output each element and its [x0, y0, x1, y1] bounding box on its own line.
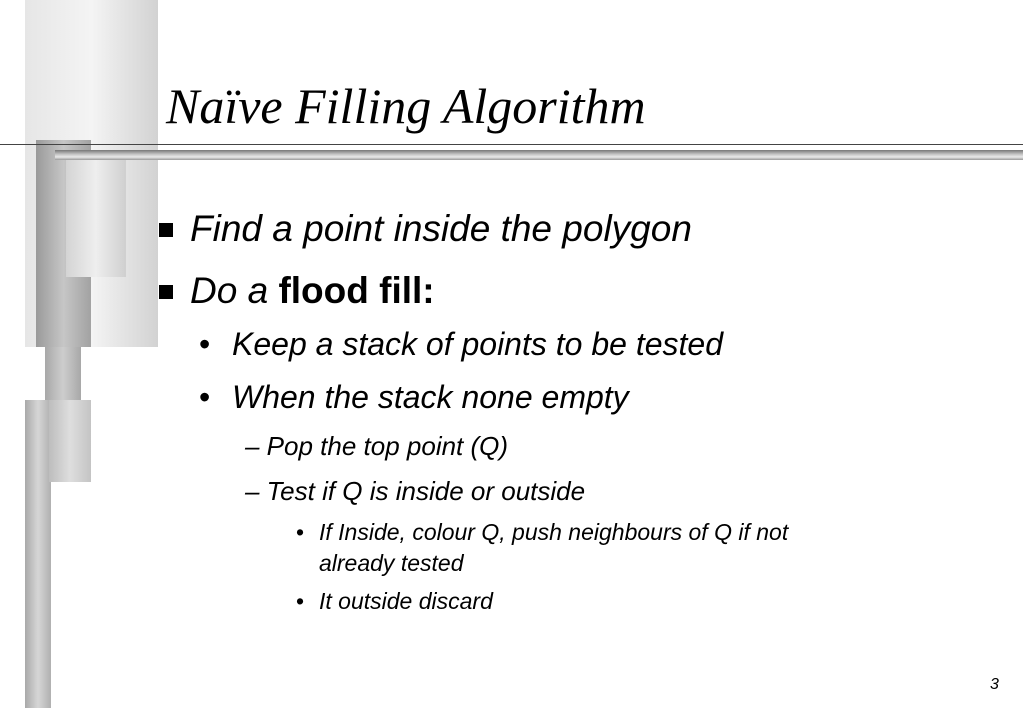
bullet-dot-icon: •	[199, 326, 211, 362]
bullet-find-point: Find a point inside the polygon	[190, 208, 692, 249]
dash-pop-top: – Pop the top point (Q)	[245, 431, 509, 461]
bullet-flood-fill-emphasis: flood fill:	[278, 270, 435, 311]
square-bullet-icon	[159, 223, 173, 237]
title-rule-thick	[55, 150, 1023, 160]
dash-test-inside: – Test if Q is inside or outside	[245, 476, 586, 506]
decor-bar-small	[45, 347, 81, 402]
page-number: 3	[990, 676, 999, 693]
decor-bar-bottom-right	[49, 400, 91, 482]
sub-bullet-inside-line2: already tested	[319, 550, 464, 576]
bullet-keep-stack: Keep a stack of points to be tested	[232, 326, 723, 362]
bullet-flood-fill-prefix: Do a	[190, 270, 269, 311]
title-rule-thin	[0, 144, 1023, 145]
square-bullet-icon	[159, 285, 173, 299]
sub-bullet-inside-line1: If Inside, colour Q, push neighbours of Q if not	[319, 519, 789, 545]
bullet-stack-nonempty: When the stack none empty	[232, 379, 629, 415]
bullet-dot-icon: •	[296, 519, 305, 545]
decor-bar-bottom	[25, 400, 51, 708]
decor-bar-highlight	[66, 160, 126, 277]
slide-title: Naïve Filling Algorithm	[166, 78, 646, 134]
bullet-dot-icon: •	[199, 379, 211, 415]
bullet-flood-fill	[190, 269, 435, 313]
bullet-dot-icon: •	[296, 588, 305, 614]
sub-bullet-outside: It outside discard	[319, 588, 493, 614]
